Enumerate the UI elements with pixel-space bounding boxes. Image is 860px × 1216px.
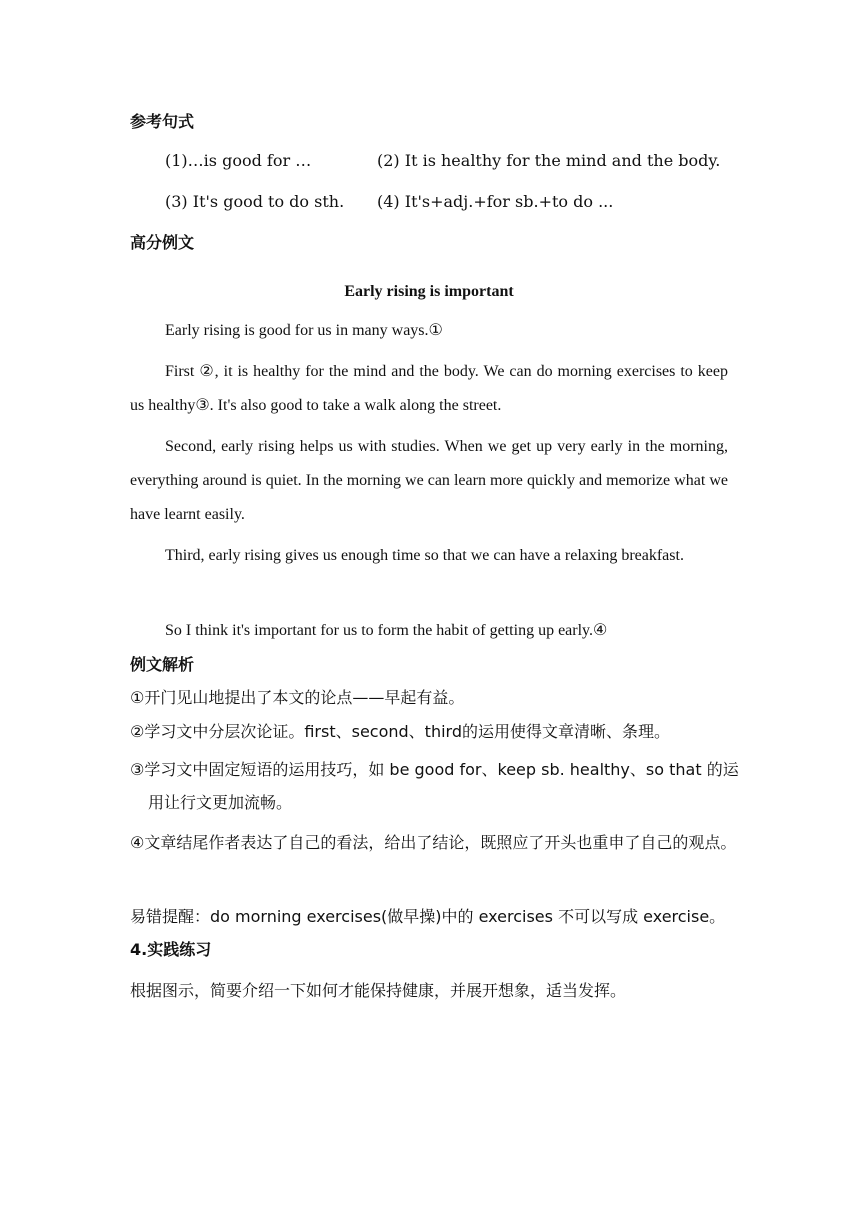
practice-heading: 4.实践练习 <box>130 940 212 959</box>
analysis-heading: 例文解析 <box>130 655 195 674</box>
essay-paragraph-2: First ②, it is healthy for the mind and the body. We can do morning exercises to keep us healthy③. It's also good to take a walk along the street. <box>130 363 728 414</box>
analysis-item-4: ④文章结尾作者表达了自己的看法，给出了结论，既照应了开头也重申了自己的观点。 <box>130 833 737 852</box>
analysis-item-2: ②学习文中分层次论证。first、second、third的运用使得文章清晰、条理。 <box>130 722 670 741</box>
reference-patterns-heading: 参考句式 <box>130 112 195 131</box>
analysis-item-1: ①开门见山地提出了本文的论点——早起有益。 <box>130 688 465 707</box>
pattern-2: (2) It is healthy for the mind and the body. <box>377 151 721 170</box>
sample-essay-heading: 高分例文 <box>130 233 195 252</box>
practice-instruction: 根据图示，简要介绍一下如何才能保持健康，并展开想象，适当发挥。 <box>130 981 627 1000</box>
essay-title: Early rising is important <box>344 283 514 300</box>
error-tip: 易错提醒：do morning exercises(做早操)中的 exercises 不可以写成 exercise。 <box>130 907 726 926</box>
analysis-item-3: ③学习文中固定短语的运用技巧，如 be good for、keep sb. healthy、so that 的运用让行文更加流畅。 <box>130 760 739 812</box>
essay-paragraph-5: So I think it's important for us to form the habit of getting up early.④ <box>165 622 608 639</box>
essay-paragraph-4: Third, early rising gives us enough time so that we can have a relaxing breakfast. <box>165 547 684 564</box>
pattern-1: (1)…is good for … <box>165 151 312 170</box>
essay-paragraph-1: Early rising is good for us in many ways.① <box>165 322 443 339</box>
pattern-3: (3) It's good to do sth. <box>165 192 345 211</box>
essay-paragraph-3: Second, early rising helps us with studies. When we get up very early in the morning, everything around is quiet. In the morning we can learn more quickly and memorize what we have learnt easily. <box>130 438 728 523</box>
pattern-4: (4) It's+adj.+for sb.+to do ... <box>377 192 614 211</box>
